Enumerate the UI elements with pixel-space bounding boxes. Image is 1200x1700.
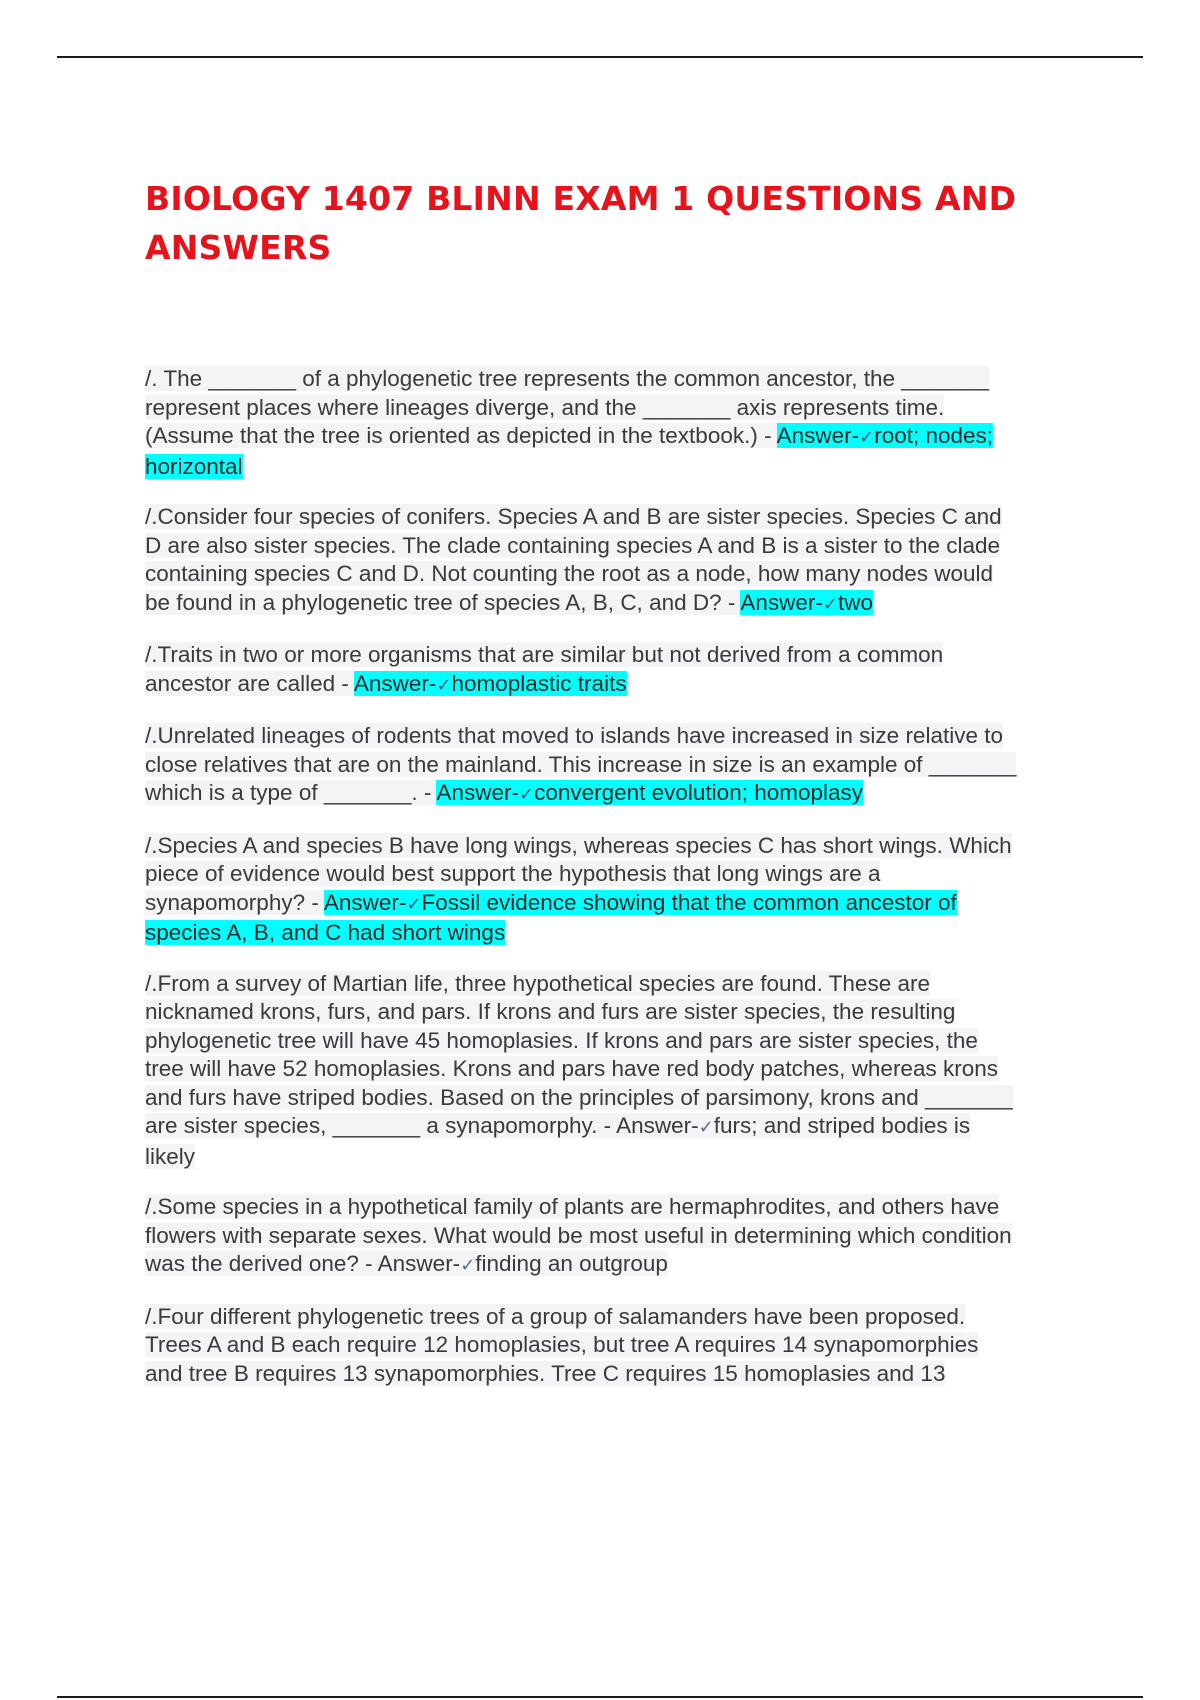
question-line: flowers with separate sexes. What would be most useful in determining which condition — [145, 1222, 1012, 1248]
qa-item — [145, 641, 1085, 700]
question-line: and furs have striped bodies. Based on the principles of parsimony, krons and _______ — [145, 1084, 1013, 1110]
question-line: /.From a survey of Martian life, three hypothetical species are found. These are — [145, 970, 930, 996]
question-line: close relatives that are on the mainland. This increase in size is an example of _______ — [145, 751, 1017, 777]
check-icon: ✓ — [822, 593, 838, 615]
answer-plain — [616, 1113, 970, 1138]
answer-text: convergent evolution; homoplasy — [534, 780, 864, 805]
answer-prefix: Answer- — [436, 780, 519, 805]
question-line: piece of evidence would best support the hypothesis that long wings are a — [145, 861, 881, 886]
qa-item — [145, 503, 1085, 619]
question-line: was the derived one? - — [145, 1251, 378, 1276]
question-line: /.Consider four species of conifers. Species A and B are sister species. Species C and — [145, 504, 1002, 529]
question-line: represent places where lineages diverge, and the _______ axis represents time. — [145, 394, 945, 420]
answer-text: two — [838, 589, 874, 615]
question-line: /.Unrelated lineages of rodents that moved to islands have increased in size relative to — [145, 723, 1003, 748]
answer-text: Fossil evidence showing that the common ancestor of — [421, 889, 957, 915]
title-line-1: BIOLOGY 1407 BLINN EXAM 1 QUESTIONS AND — [145, 179, 1017, 218]
question-line: tree will have 52 homoplasies. Krons and pars have red body patches, whereas krons — [145, 1056, 998, 1081]
qa-item — [145, 1193, 1085, 1281]
check-icon: ✓ — [698, 1117, 714, 1138]
check-icon: ✓ — [518, 784, 535, 805]
answer-highlight — [354, 671, 627, 696]
answer-prefix: Answer- — [776, 423, 860, 448]
answer-text: furs; and striped bodies is — [713, 1113, 971, 1138]
answer-text: finding an outgroup — [475, 1251, 668, 1276]
qa-item — [145, 722, 1085, 810]
answer-highlight — [777, 423, 993, 448]
question-line: and tree B requires 13 synapomorphies. Tree C requires 15 homoplasies and 13 — [145, 1360, 946, 1386]
qa-item — [145, 1303, 1085, 1389]
question-line: ancestor are called - — [145, 670, 354, 696]
check-icon: ✓ — [859, 427, 875, 448]
answer-prefix: Answer- — [353, 670, 437, 696]
answer-prefix: Answer- — [740, 589, 823, 615]
qa-item — [145, 970, 1085, 1172]
question-line: nicknamed krons, furs, and pars. If krons and furs are sister species, the resulting — [145, 999, 956, 1024]
qa-item — [145, 832, 1085, 948]
question-line: /.Species A and species B have long wings, whereas species C has short wings. Which — [145, 832, 1012, 858]
question-line: D are also sister species. The clade containing species A and B is a sister to the clade — [145, 532, 1001, 558]
question-line: synapomorphy? - — [145, 889, 324, 915]
question-line: containing species C and D. Not counting the root as a node, how many nodes would — [145, 561, 994, 586]
question-line: Trees A and B each require 12 homoplasies, but tree A requires 14 synapomorphies — [145, 1332, 979, 1357]
question-line: be found in a phylogenetic tree of species A, B, C, and D? - — [145, 589, 741, 615]
question-line: (Assume that the tree is oriented as depicted in the textbook.) - — [145, 423, 777, 448]
answer-highlight — [436, 780, 863, 805]
qa-item — [145, 365, 1085, 481]
check-icon: ✓ — [460, 1255, 476, 1276]
answer-prefix: Answer- — [323, 889, 407, 915]
answer-prefix: Answer- — [616, 1113, 699, 1138]
answer-plain — [378, 1251, 668, 1276]
answer-text: likely — [145, 1143, 196, 1169]
answer-text: homoplastic traits — [451, 670, 627, 696]
answer-prefix: Answer- — [377, 1251, 461, 1276]
question-line: phylogenetic tree will have 45 homoplasies. If krons and pars are sister species, the — [145, 1027, 978, 1053]
question-line: which is a type of _______. - — [145, 780, 437, 805]
qa-list — [145, 365, 1085, 1410]
title-line-2: ANSWERS — [145, 228, 332, 267]
document-title — [145, 174, 1105, 272]
question-line: are sister species, _______ a synapomorphy. - — [145, 1113, 617, 1138]
question-line: /.Traits in two or more organisms that are similar but not derived from a common — [145, 642, 944, 667]
header-rule — [57, 56, 1143, 58]
check-icon: ✓ — [436, 674, 452, 696]
answer-highlight — [324, 890, 957, 915]
answer-highlight: horizontal — [145, 453, 243, 479]
answer-highlight — [740, 590, 873, 615]
check-icon: ✓ — [406, 893, 422, 915]
answer-highlight: species A, B, and C had short wings — [145, 920, 506, 945]
question-line: /.Some species in a hypothetical family of plants are hermaphrodites, and others have — [145, 1194, 1000, 1219]
question-line: /.Four different phylogenetic trees of a group of salamanders have been proposed. — [145, 1303, 966, 1329]
footer-rule — [57, 1696, 1143, 1698]
question-line: /. The _______ of a phylogenetic tree represents the common ancestor, the _______ — [145, 366, 989, 391]
answer-text: root; nodes; — [874, 423, 994, 448]
